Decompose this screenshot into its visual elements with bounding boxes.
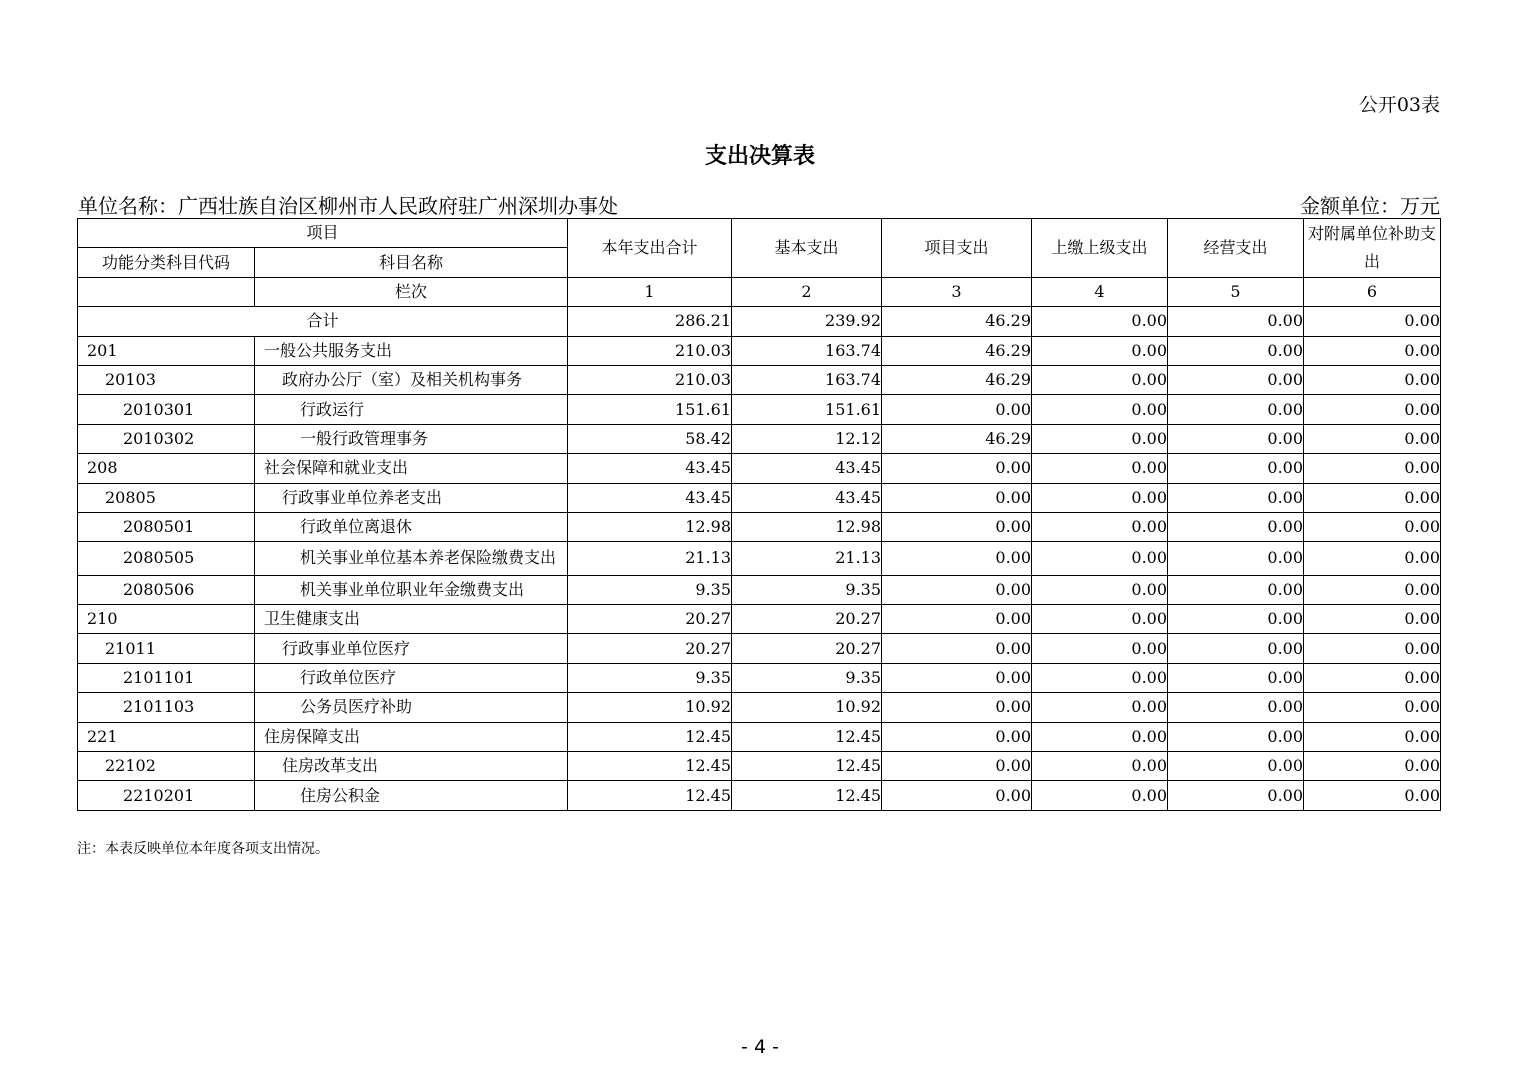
amount-cell: 0.00: [882, 483, 1032, 512]
amount-cell: 12.12: [732, 424, 882, 453]
subject-code: 20103: [78, 365, 255, 394]
subject-code: 2080501: [78, 512, 255, 541]
subject-code: 210: [78, 605, 255, 634]
amount-cell: 9.35: [732, 663, 882, 692]
subject-name: 公务员医疗补助: [255, 693, 568, 722]
table-row: [78, 542, 1441, 575]
amount-cell: 0.00: [1032, 336, 1168, 365]
amount-cell: 9.35: [568, 575, 732, 604]
amount-cell: 0.00: [882, 752, 1032, 781]
header-upper: 上缴上级支出: [1032, 219, 1168, 278]
amount-cell: 0.00: [1032, 575, 1168, 604]
amount-cell: 12.45: [732, 722, 882, 751]
amount-cell: 12.45: [568, 781, 732, 810]
amount-cell: 12.98: [732, 512, 882, 541]
amount-cell: 0.00: [1032, 752, 1168, 781]
amount-cell: 0.00: [882, 454, 1032, 483]
amount-cell: 9.35: [568, 663, 732, 692]
amount-cell: 12.45: [568, 722, 732, 751]
subject-name: 住房保障支出: [255, 722, 568, 751]
amount-cell: 0.00: [1032, 307, 1168, 336]
header-business: 经营支出: [1168, 219, 1304, 278]
amount-cell: 0.00: [1304, 483, 1441, 512]
column-index: 1: [568, 277, 732, 306]
amount-cell: 0.00: [1304, 634, 1441, 663]
amount-cell: 0.00: [1032, 634, 1168, 663]
subject-code: 21011: [78, 634, 255, 663]
amount-cell: 0.00: [1304, 307, 1441, 336]
amount-cell: 10.92: [568, 693, 732, 722]
table-row: [78, 605, 1441, 634]
amount-cell: 12.98: [568, 512, 732, 541]
column-index: 5: [1168, 277, 1304, 306]
amount-cell: 43.45: [568, 454, 732, 483]
subject-code: 22102: [78, 752, 255, 781]
amount-cell: 0.00: [882, 575, 1032, 604]
header-basic: 基本支出: [732, 219, 882, 278]
amount-cell: 20.27: [568, 634, 732, 663]
amount-cell: 0.00: [1168, 752, 1304, 781]
amount-cell: 0.00: [1304, 454, 1441, 483]
amount-cell: 12.45: [568, 752, 732, 781]
amount-cell: 0.00: [882, 605, 1032, 634]
subject-code: 2101103: [78, 693, 255, 722]
amount-cell: 20.27: [732, 634, 882, 663]
subject-name: 行政单位离退休: [255, 512, 568, 541]
amount-cell: 0.00: [1032, 395, 1168, 424]
table-row: [78, 781, 1441, 810]
subject-name: 行政运行: [255, 395, 568, 424]
amount-cell: 21.13: [732, 542, 882, 575]
amount-cell: 0.00: [1304, 722, 1441, 751]
column-index-blank: [78, 277, 255, 306]
table-row: [78, 693, 1441, 722]
table-row: [78, 575, 1441, 604]
amount-cell: 0.00: [882, 663, 1032, 692]
amount-cell: 0.00: [882, 512, 1032, 541]
amount-cell: 0.00: [882, 781, 1032, 810]
table-row: [78, 722, 1441, 751]
header-row-1: [78, 219, 1441, 248]
amount-cell: 0.00: [1168, 781, 1304, 810]
page-title: 支出决算表: [704, 144, 815, 169]
amount-cell: 0.00: [1168, 336, 1304, 365]
amount-cell: 151.61: [732, 395, 882, 424]
amount-cell: 0.00: [1168, 575, 1304, 604]
amount-cell: 9.35: [732, 575, 882, 604]
amount-cell: 163.74: [732, 365, 882, 394]
amount-cell: 0.00: [1168, 722, 1304, 751]
subject-code: 221: [78, 722, 255, 751]
subject-code: 2210201: [78, 781, 255, 810]
amount-cell: 0.00: [1168, 634, 1304, 663]
amount-cell: 0.00: [1304, 336, 1441, 365]
subject-code: 2101101: [78, 663, 255, 692]
table-row: [78, 365, 1441, 394]
column-index: 4: [1032, 277, 1168, 306]
amount-cell: 46.29: [882, 307, 1032, 336]
amount-cell: 0.00: [882, 634, 1032, 663]
amount-cell: 0.00: [1168, 424, 1304, 453]
amount-cell: 0.00: [882, 395, 1032, 424]
header-total: 本年支出合计: [568, 219, 732, 278]
amount-cell: 0.00: [1304, 605, 1441, 634]
amount-cell: 0.00: [1304, 424, 1441, 453]
amount-cell: 20.27: [732, 605, 882, 634]
amount-cell: 43.45: [732, 483, 882, 512]
amount-cell: 0.00: [1032, 424, 1168, 453]
table-row: [78, 424, 1441, 453]
subject-code: 2080505: [78, 542, 255, 575]
amount-cell: 0.00: [1304, 663, 1441, 692]
amount-cell: 0.00: [1304, 365, 1441, 394]
amount-cell: 0.00: [1032, 454, 1168, 483]
amount-cell: 43.45: [732, 454, 882, 483]
amount-cell: 0.00: [1032, 693, 1168, 722]
table-row: [78, 634, 1441, 663]
column-index: 6: [1304, 277, 1441, 306]
column-index: 2: [732, 277, 882, 306]
subject-name: 机关事业单位基本养老保险缴费支出: [255, 542, 568, 575]
header-project: 项目: [78, 219, 568, 248]
amount-cell: 0.00: [1168, 512, 1304, 541]
subject-name: 社会保障和就业支出: [255, 454, 568, 483]
amount-cell: 0.00: [1168, 605, 1304, 634]
amount-cell: 163.74: [732, 336, 882, 365]
subject-code: 201: [78, 336, 255, 365]
amount-cell: 46.29: [882, 424, 1032, 453]
amount-cell: 12.45: [732, 781, 882, 810]
subject-code: 20805: [78, 483, 255, 512]
amount-unit: 金额单位：万元: [1300, 194, 1440, 218]
total-label: 合计: [78, 307, 568, 336]
amount-cell: 0.00: [1304, 781, 1441, 810]
subject-code: 208: [78, 454, 255, 483]
column-index: 3: [882, 277, 1032, 306]
column-index-row: [78, 277, 1441, 306]
amount-cell: 46.29: [882, 365, 1032, 394]
amount-cell: 0.00: [1168, 454, 1304, 483]
subject-name: 政府办公厅（室）及相关机构事务: [255, 365, 568, 394]
amount-cell: 0.00: [1168, 542, 1304, 575]
table-row: [78, 336, 1441, 365]
total-row: [78, 307, 1441, 336]
amount-cell: 151.61: [568, 395, 732, 424]
amount-cell: 0.00: [1304, 512, 1441, 541]
amount-cell: 0.00: [882, 542, 1032, 575]
amount-cell: 0.00: [1032, 722, 1168, 751]
header-subsidy: 对附属单位补助支出: [1304, 219, 1441, 278]
column-index-label: 栏次: [255, 277, 568, 306]
amount-cell: 239.92: [732, 307, 882, 336]
amount-cell: 0.00: [1032, 663, 1168, 692]
table-row: [78, 663, 1441, 692]
amount-cell: 20.27: [568, 605, 732, 634]
expenditure-table: [77, 218, 1441, 811]
subject-name: 住房公积金: [255, 781, 568, 810]
subject-name: 住房改革支出: [255, 752, 568, 781]
subject-name: 机关事业单位职业年金缴费支出: [255, 575, 568, 604]
subject-code: 2010301: [78, 395, 255, 424]
amount-cell: 10.92: [732, 693, 882, 722]
amount-cell: 0.00: [1032, 605, 1168, 634]
amount-cell: 0.00: [1032, 512, 1168, 541]
subject-code: 2080506: [78, 575, 255, 604]
header-item: 项目支出: [882, 219, 1032, 278]
table-row: [78, 395, 1441, 424]
amount-cell: 0.00: [1168, 395, 1304, 424]
table-row: [78, 483, 1441, 512]
amount-cell: 0.00: [1304, 752, 1441, 781]
amount-cell: 0.00: [1168, 693, 1304, 722]
subject-name: 行政单位医疗: [255, 663, 568, 692]
table-row: [78, 454, 1441, 483]
amount-cell: 0.00: [1304, 542, 1441, 575]
subject-name: 一般行政管理事务: [255, 424, 568, 453]
amount-cell: 0.00: [1168, 365, 1304, 394]
table-note: 注：本表反映单位本年度各项支出情况。: [77, 841, 329, 857]
page-number: - 4 -: [741, 1036, 779, 1058]
subject-name: 卫生健康支出: [255, 605, 568, 634]
amount-cell: 21.13: [568, 542, 732, 575]
subject-name: 行政事业单位养老支出: [255, 483, 568, 512]
header-code: 功能分类科目代码: [78, 248, 255, 277]
table-row: [78, 512, 1441, 541]
amount-cell: 46.29: [882, 336, 1032, 365]
amount-cell: 0.00: [1032, 365, 1168, 394]
amount-cell: 0.00: [1304, 395, 1441, 424]
amount-cell: 0.00: [1168, 307, 1304, 336]
amount-cell: 0.00: [1032, 483, 1168, 512]
amount-cell: 0.00: [1304, 575, 1441, 604]
amount-cell: 0.00: [1032, 542, 1168, 575]
amount-cell: 0.00: [1168, 663, 1304, 692]
amount-cell: 0.00: [1032, 781, 1168, 810]
amount-cell: 58.42: [568, 424, 732, 453]
amount-cell: 0.00: [882, 693, 1032, 722]
form-number: 公开03表: [1358, 94, 1440, 116]
table-row: [78, 752, 1441, 781]
amount-cell: 210.03: [568, 336, 732, 365]
amount-cell: 286.21: [568, 307, 732, 336]
amount-cell: 210.03: [568, 365, 732, 394]
unit-name: 单位名称：广西壮族自治区柳州市人民政府驻广州深圳办事处: [78, 194, 618, 218]
amount-cell: 0.00: [1168, 483, 1304, 512]
amount-cell: 43.45: [568, 483, 732, 512]
header-name: 科目名称: [255, 248, 568, 277]
amount-cell: 0.00: [1304, 693, 1441, 722]
amount-cell: 0.00: [882, 722, 1032, 751]
amount-cell: 12.45: [732, 752, 882, 781]
subject-name: 一般公共服务支出: [255, 336, 568, 365]
subject-name: 行政事业单位医疗: [255, 634, 568, 663]
subject-code: 2010302: [78, 424, 255, 453]
